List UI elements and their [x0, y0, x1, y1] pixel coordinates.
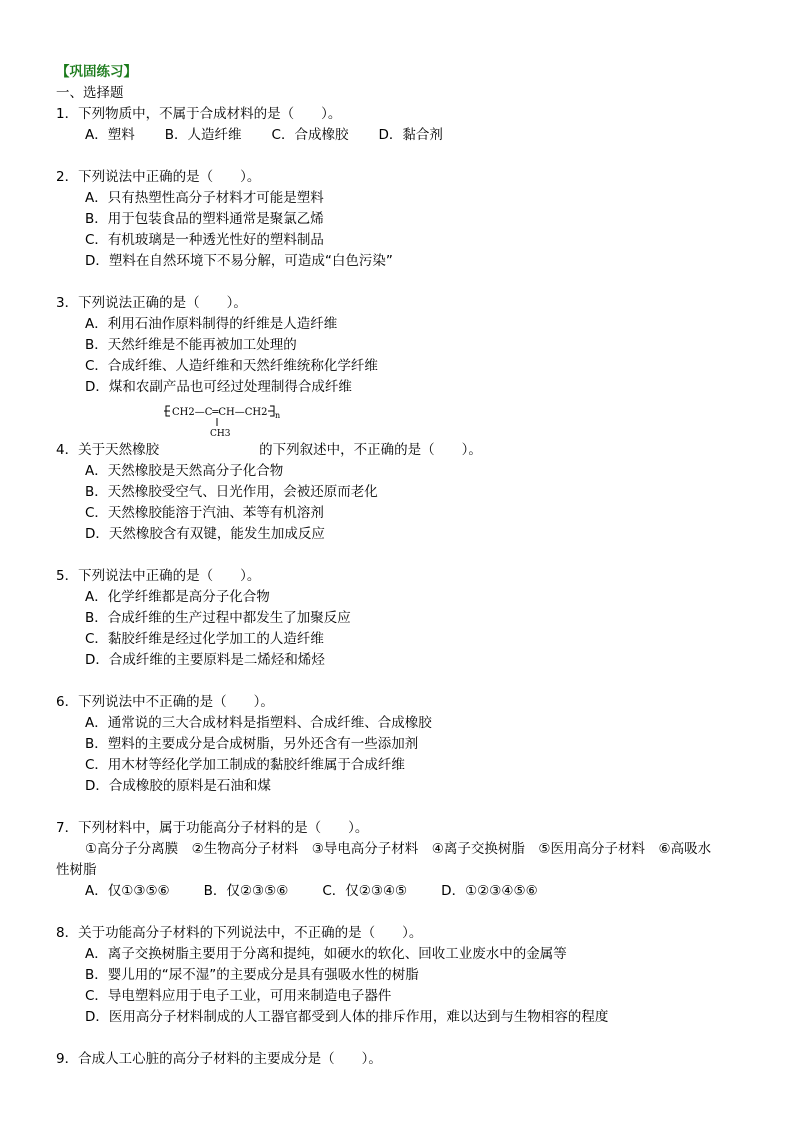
option-d: D．黏合剂 [378, 127, 443, 143]
worksheet-page [56, 62, 746, 1070]
question-stem: 9．合成人工心脏的高分子材料的主要成分是（ ）。 [56, 1051, 382, 1067]
option-b: B．塑料的主要成分是合成树脂，另外还含有一些添加剂 [85, 736, 419, 752]
option-a: A．离子交换树脂主要用于分离和提纯，如硬水的软化、回收工业废水中的金属等 [85, 946, 567, 962]
option-d: D．①②③④⑤⑥ [441, 883, 538, 899]
option-a: A．化学纤维都是高分子化合物 [85, 589, 270, 605]
option-a: A．利用石油作原料制得的纤维是人造纤维 [85, 316, 338, 332]
stem-suffix: 的下列叙述中，不正确的是（ ）。 [259, 442, 482, 458]
formula-main: CH2—C═CH—CH2 [172, 407, 268, 418]
question-stem: 1．下列物质中，不属于合成材料的是（ ）。 [56, 106, 342, 122]
option-c: C．合成橡胶 [271, 127, 349, 143]
option-c: C．用木材等经化学加工制成的黏胶纤维属于合成纤维 [85, 757, 405, 773]
option-b: B．婴儿用的“尿不湿”的主要成分是具有强吸水性的树脂 [85, 967, 419, 983]
question-stem: 5．下列说法中正确的是（ ）。 [56, 568, 261, 584]
option-b: B．仅②③⑤⑥ [203, 883, 289, 899]
stem-prefix: 4．关于天然橡胶 [56, 442, 160, 458]
option-a: A．通常说的三大合成材料是指塑料、合成纤维、合成橡胶 [85, 715, 432, 731]
option-a: A．天然橡胶是天然高分子化合物 [85, 463, 284, 479]
question-stem: 7．下列材料中，属于功能高分子材料的是（ ）。 [56, 820, 369, 836]
question-8 [56, 923, 746, 1028]
question-3 [56, 293, 746, 398]
rubber-structural-formula [56, 402, 746, 440]
options-row [56, 881, 746, 902]
material-items-line: ①高分子分离膜 ②生物高分子材料 ③导电高分子材料 ④离子交换树脂 ⑤医用高分子材料 ⑥高吸水 [85, 841, 712, 857]
question-stem [56, 440, 746, 461]
option-d: D．天然橡胶含有双键，能发生加成反应 [85, 526, 325, 542]
question-6 [56, 692, 746, 797]
option-d: D．煤和农副产品也可经过处理制得合成纤维 [85, 379, 352, 395]
option-c: C．仅②③④⑤ [322, 883, 408, 899]
question-stem: 3．下列说法正确的是（ ）。 [56, 295, 247, 311]
option-b: B．天然纤维是不能再被加工处理的 [85, 337, 297, 353]
question-2 [56, 167, 746, 272]
option-c: C．天然橡胶能溶于汽油、苯等有机溶剂 [85, 505, 324, 521]
option-a: A．塑料 [85, 127, 135, 143]
material-items-line-cont: 性树脂 [56, 862, 97, 878]
option-b: B．用于包装食品的塑料通常是聚氯乙烯 [85, 211, 324, 227]
option-a: A．仅①③⑤⑥ [85, 883, 170, 899]
formula-branch: CH3 [210, 429, 231, 439]
question-stem: 6．下列说法中不正确的是（ ）。 [56, 694, 274, 710]
formula-svg [164, 402, 294, 440]
question-1 [56, 104, 746, 146]
option-c: C．导电塑料应用于电子工业，可用来制造电子器件 [85, 988, 392, 1004]
option-b: B．人造纤维 [164, 127, 242, 143]
option-b: B．合成纤维的生产过程中都发生了加聚反应 [85, 610, 351, 626]
question-stem: 8．关于功能高分子材料的下列说法中，不正确的是（ ）。 [56, 925, 423, 941]
part-heading: 一、选择题 [56, 85, 124, 101]
option-c: C．有机玻璃是一种透光性好的塑料制品 [85, 232, 324, 248]
question-stem: 2．下列说法中正确的是（ ）。 [56, 169, 261, 185]
option-d: D．医用高分子材料制成的人工器官都受到人体的排斥作用，难以达到与生物相容的程度 [85, 1009, 609, 1025]
formula-subscript-n: n [275, 411, 281, 420]
option-c: C．黏胶纤维是经过化学加工的人造纤维 [85, 631, 324, 647]
option-c: C．合成纤维、人造纤维和天然纤维统称化学纤维 [85, 358, 378, 374]
question-7 [56, 818, 746, 902]
option-a: A．只有热塑性高分子材料才可能是塑料 [85, 190, 324, 206]
section-title: 【巩固练习】 [56, 64, 137, 80]
option-d: D．合成纤维的主要原料是二烯烃和烯烃 [85, 652, 325, 668]
question-9 [56, 1049, 746, 1070]
option-b: B．天然橡胶受空气、日光作用，会被还原而老化 [85, 484, 378, 500]
option-d: D．合成橡胶的原料是石油和煤 [85, 778, 271, 794]
question-5 [56, 566, 746, 671]
options-row [56, 125, 746, 146]
option-d: D．塑料在自然环境下不易分解，可造成“白色污染” [85, 253, 393, 269]
question-4 [56, 402, 746, 545]
